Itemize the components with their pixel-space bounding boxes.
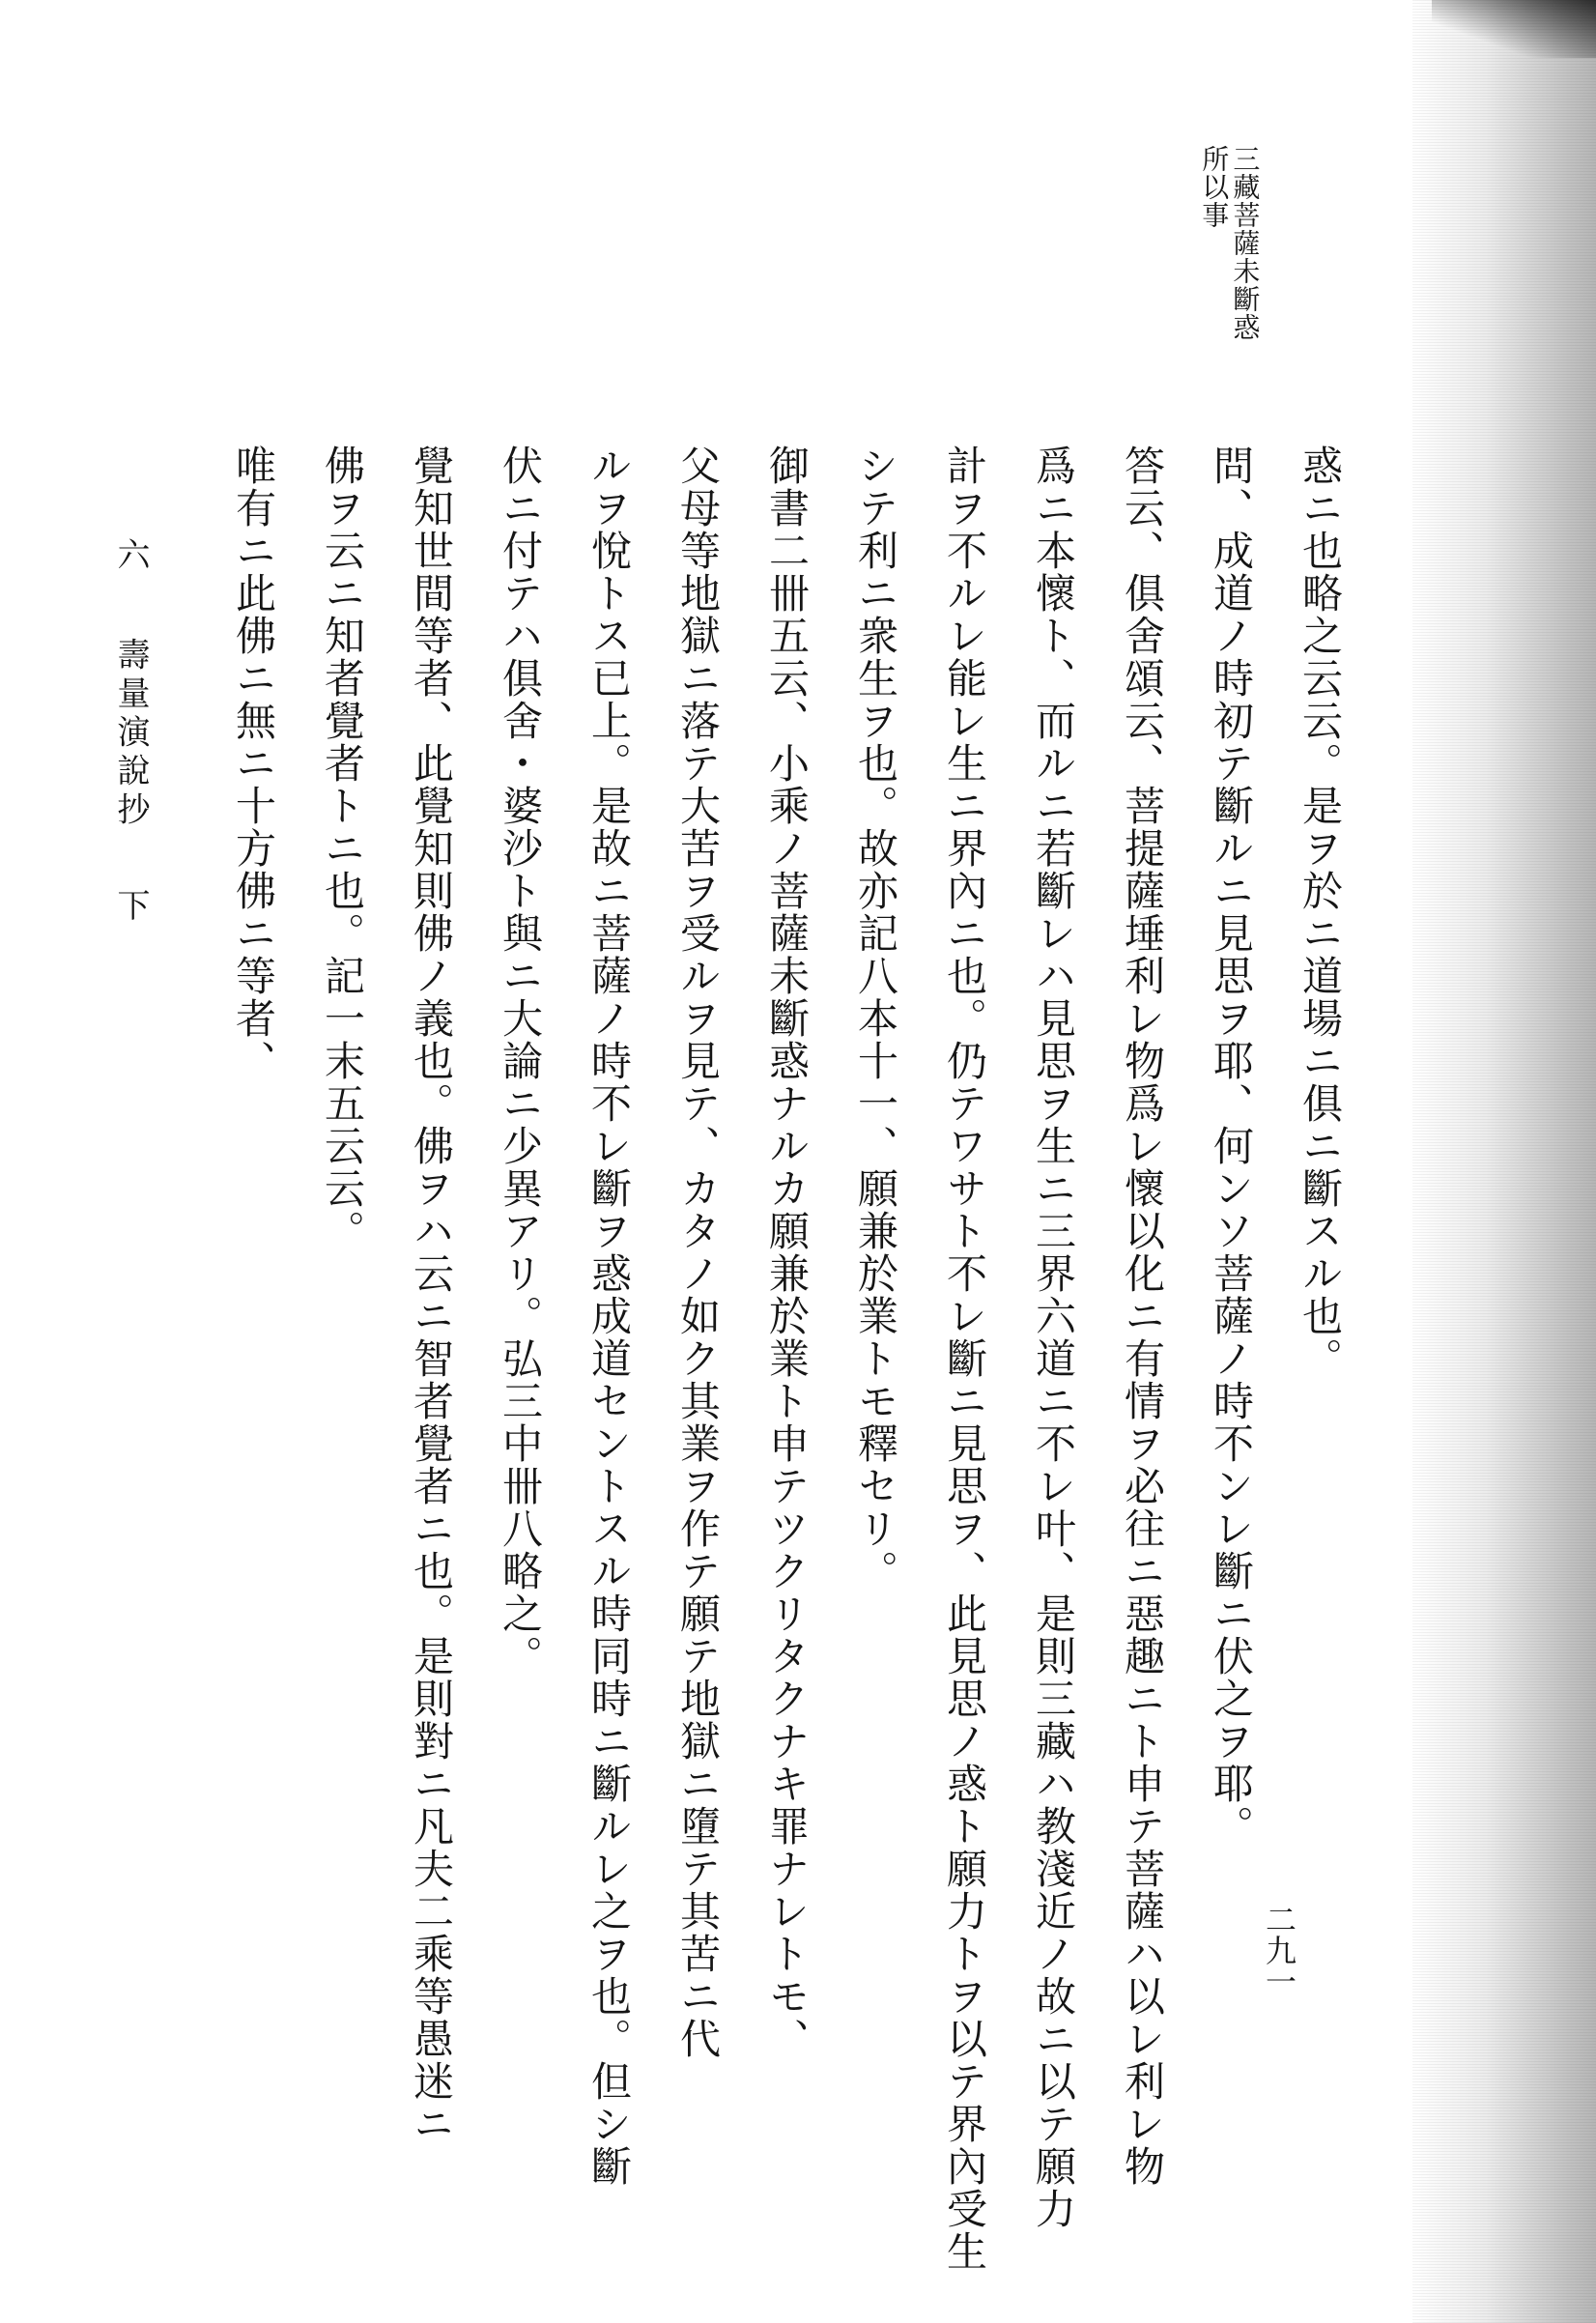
text-column: 唯有ニ此佛ニ無ニ十方佛ニ等者、 <box>230 445 277 1082</box>
footer-volume: 下 <box>111 888 150 928</box>
text-column: ルヲ悅トス已上。是故ニ菩薩ノ時不レ斷ヲ惑成道セントスル時同時ニ斷ルレ之ヲ也。但シ斷 <box>585 445 633 2188</box>
text-column: 伏ニ付テハ俱舍・婆沙ト與ニ大論ニ少異アリ。弘三中卌八略之。 <box>497 445 544 1678</box>
text-column: 問、成道ノ時初テ斷ルニ見思ヲ耶、何ンソ菩薩ノ時不ンレ斷ニ伏之ヲ耶。 <box>1208 445 1255 1848</box>
marginal-heading-line-2: 所以事 <box>1198 145 1231 229</box>
text-column: 惑ニ也略之云云。是ヲ於ニ道場ニ俱ニ斷スル也。 <box>1297 445 1344 1380</box>
footer-section-number: 六 <box>111 537 150 576</box>
page-number: 二九一 <box>1261 1904 1297 1996</box>
book-corner-shadow <box>1432 0 1596 58</box>
text-column: 爲ニ本懷ト、而ルニ若斷レハ見思ヲ生ニ三界六道ニ不レ叶、是則三藏ハ教淺近ノ故ニ以テ願力 <box>1030 445 1077 2230</box>
marginal-heading-line-1: 三藏菩薩未斷惑 <box>1229 145 1262 341</box>
text-column: 答云、俱舍頌云、菩提薩埵利レ物爲レ懷以化ニ有情ヲ必往ニ惡趣ニト申テ菩薩ハ以レ利レ物 <box>1119 445 1166 2188</box>
text-column: 父母等地獄ニ落テ大苦ヲ受ルヲ見テ、カタノ如ク其業ヲ作テ願テ地獄ニ墮テ其苦ニ代 <box>674 445 722 2060</box>
marginal-heading <box>1198 145 1260 341</box>
text-column: 覺知世間等者、此覺知則佛ノ義也。佛ヲハ云ニ智者覺者ニ也。是則對ニ凡夫二乘等愚迷ニ <box>408 445 455 2145</box>
running-footer <box>111 537 150 928</box>
book-spine-shadow <box>1412 0 1596 2323</box>
text-column: シテ利ニ衆生ヲ也。故亦記八本十一、願兼於業トモ釋セリ。 <box>852 445 899 1592</box>
text-column: 御書二卌五云、小乘ノ菩薩未斷惑ナルカ願兼於業ト申テツクリタクナキ罪ナレトモ、 <box>763 445 811 2060</box>
text-column: 佛ヲ云ニ知者覺者トニ也。記一末五云云。 <box>319 445 366 1252</box>
footer-book-title: 壽量演說抄 <box>111 637 150 831</box>
text-column: 計ヲ不ルレ能レ生ニ界內ニ也。仍テワサト不レ斷ニ見思ヲ、此見思ノ惑ト願力トヲ以テ界內受生 <box>941 445 988 2273</box>
